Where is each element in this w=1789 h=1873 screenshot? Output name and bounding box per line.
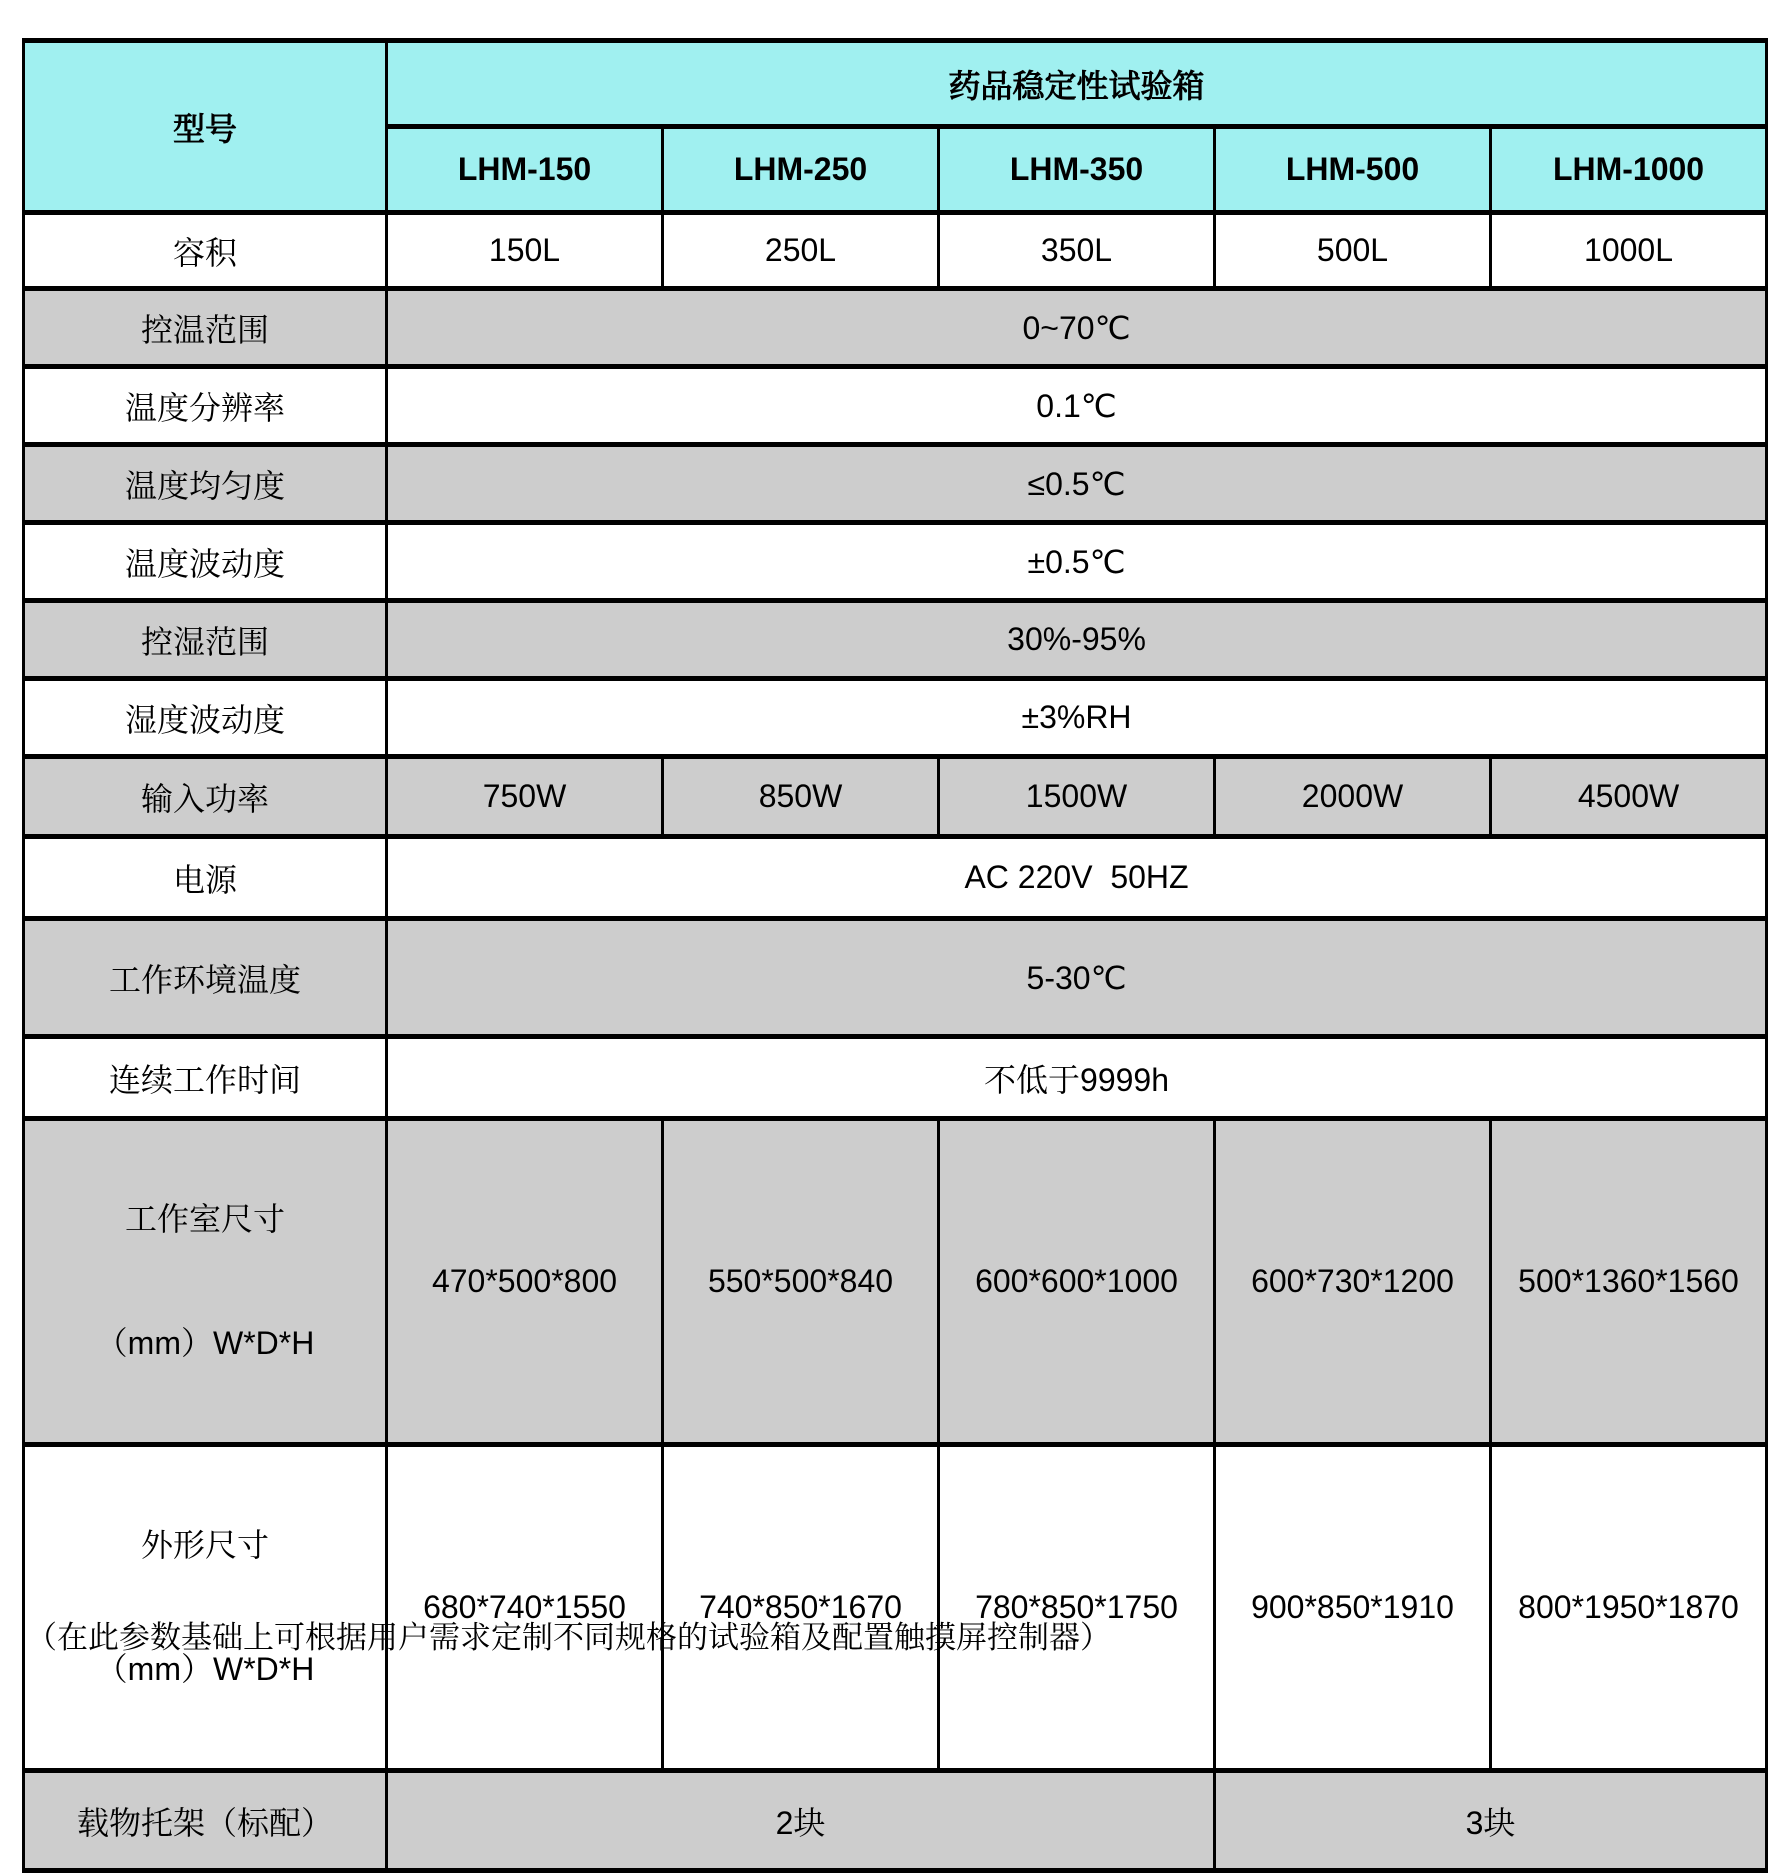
spec-row-label: 温度分辨率 [24,367,387,445]
spec-row-label [24,1119,387,1445]
spec-value-cell: 900*850*1910 [1215,1445,1491,1771]
table-row [24,679,1767,757]
spec-value-cell: 800*1950*1870 [1491,1445,1767,1771]
spec-value-cell: 500*1360*1560 [1491,1119,1767,1445]
spec-row-label: 温度波动度 [24,523,387,601]
product-title-cell: 药品稳定性试验箱 [387,41,1767,127]
spec-value-merged: 不低于9999h [387,1037,1767,1119]
spec-value-cell: 150L [387,213,663,289]
footnote-text: （在此参数基础上可根据用户需求定制不同规格的试验箱及配置触摸屏控制器） [26,1620,1111,1655]
spec-value-merged: ±3%RH [387,679,1767,757]
model-header-cell: LHM-150 [387,127,663,213]
spec-row-label-line2: （mm）W*D*H [95,1650,315,1687]
spec-value-merged: AC 220V 50HZ [387,837,1767,919]
model-column-label: 型号 [24,41,387,213]
spec-row-label: 温度均匀度 [24,445,387,523]
table-row [24,601,1767,679]
spec-row-label [24,1445,387,1771]
table-row [24,837,1767,919]
table-row [24,1037,1767,1119]
spec-row-label: 电源 [24,837,387,919]
spec-value-cell: 680*740*1550 [387,1445,663,1771]
spec-value-merged: 30%-95% [387,601,1767,679]
spec-value-cell: 750W [387,757,663,837]
spec-row-label: 控温范围 [24,289,387,367]
spec-row-label-line1: 外形尺寸 [140,1527,269,1564]
table-row [24,367,1767,445]
spec-value-merged-first-three-models: 2块 [387,1771,1215,1871]
spec-value-merged: ≤0.5℃ [387,445,1767,523]
spec-value-cell: 1500W [939,757,1215,837]
spec-row-label: 输入功率 [24,757,387,837]
spec-value-cell: 250L [663,213,939,289]
table-row [24,523,1767,601]
spec-value-merged: 0~70℃ [387,289,1767,367]
spec-value-merged: ±0.5℃ [387,523,1767,601]
table-row [24,213,1767,289]
spec-value-cell: 600*600*1000 [939,1119,1215,1445]
table-row [24,1119,1767,1445]
spec-value-cell: 1000L [1491,213,1767,289]
model-header-cell: LHM-350 [939,127,1215,213]
spec-value-cell: 740*850*1670 [663,1445,939,1771]
table-row [24,919,1767,1037]
table-row [24,1771,1767,1871]
spec-row-label: 湿度波动度 [24,679,387,757]
spec-row-label-line1: 工作室尺寸 [124,1201,285,1237]
spec-value-cell: 2000W [1215,757,1491,837]
table-row [24,289,1767,367]
spec-value-cell: 350L [939,213,1215,289]
model-header-cell: LHM-250 [663,127,939,213]
spec-value-cell: 4500W [1491,757,1767,837]
spec-value-merged-last-two-models: 3块 [1215,1771,1767,1871]
spec-value-merged: 5-30℃ [387,919,1767,1037]
model-header-cell: LHM-500 [1215,127,1491,213]
table-row [24,445,1767,523]
spec-row-label: 容积 [24,213,387,289]
spec-row-label-line2: （mm）W*D*H [95,1324,315,1361]
spec-row-label: 载物托架（标配） [24,1771,387,1871]
spec-value-cell: 600*730*1200 [1215,1119,1491,1445]
spec-value-cell: 500L [1215,213,1491,289]
spec-value-merged: 0.1℃ [387,367,1767,445]
spec-row-label: 工作环境温度 [24,919,387,1037]
table-row [24,1445,1767,1771]
spec-row-label: 控湿范围 [24,601,387,679]
model-header-cell: LHM-1000 [1491,127,1767,213]
spec-value-cell: 780*850*1750 [939,1445,1215,1771]
table-header-row-title [24,41,1767,127]
table-row [24,757,1767,837]
spec-value-cell: 850W [663,757,939,837]
spec-table [22,38,1768,1873]
spec-value-cell: 550*500*840 [663,1119,939,1445]
spec-row-label: 连续工作时间 [24,1037,387,1119]
spec-value-cell: 470*500*800 [387,1119,663,1445]
